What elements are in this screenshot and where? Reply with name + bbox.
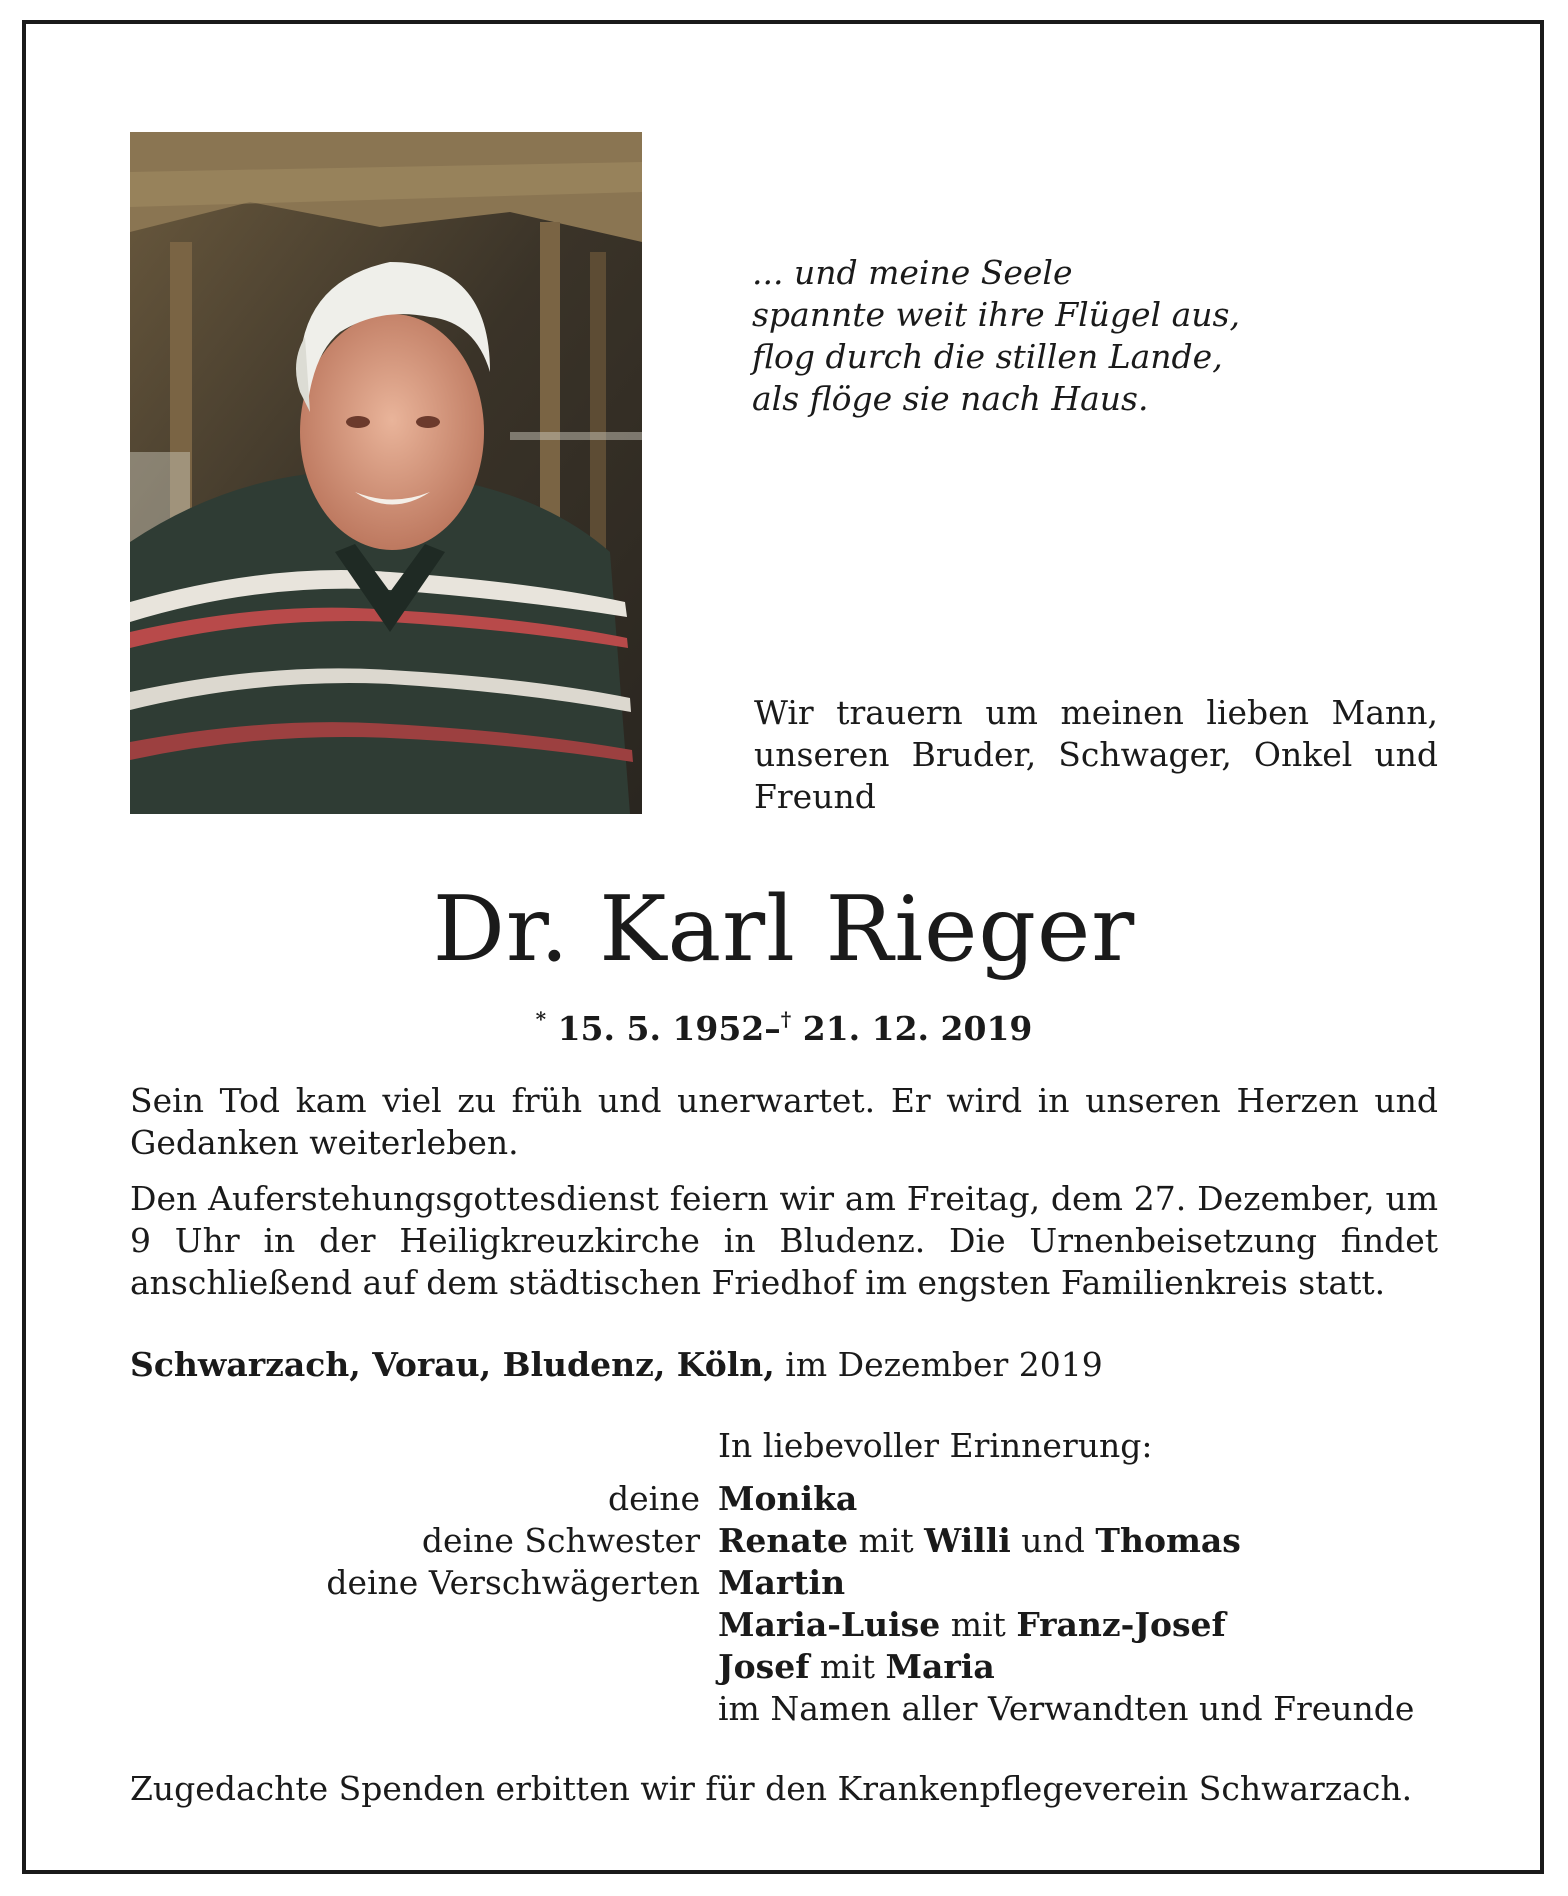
paragraph-service: Den Auferstehungsgottesdienst feiern wir am Freitag, dem 27. Dezember, um 9 Uhr in der Heiligkreuzkirche in Bludenz. Die Urnenbeisetzung findet anschließend auf dem städtischen Friedhof im engsten Familienkreis statt. [130,1179,1438,1302]
family-member-name: Willi [924,1521,1011,1560]
family-row [0,1478,1568,1520]
mourning-intro: Wir trauern um meinen lieben Mann, unseren Bruder, Schwager, Onkel und Freund [754,693,1438,816]
family-connector: mit [940,1605,1017,1644]
family-relation: deine Verschwägerten [326,1563,700,1602]
portrait-photo [130,132,642,814]
family-relation: deine [608,1479,700,1518]
family-connector: und [1010,1521,1096,1560]
family-row [0,1562,1568,1604]
place-date: im Dezember 2019 [774,1345,1103,1384]
family-names [718,1688,1414,1730]
death-symbol: † [780,1007,792,1031]
family-names [718,1520,1241,1562]
family-member-name: Franz-Josef [1016,1605,1226,1644]
portrait-photo-image [130,132,642,814]
family-member-name: Josef [718,1647,810,1686]
family-member-name: Thomas [1095,1521,1241,1560]
family-row [0,1646,1568,1688]
family-names [718,1604,1226,1646]
family-row [0,1604,1568,1646]
poem-line: flog durch die stillen Lande, [752,337,1223,376]
family-connector: mit [848,1521,925,1560]
poem-quote [752,252,1312,420]
family-list [0,1478,1568,1730]
family-names [718,1478,857,1520]
place-towns: Schwarzach, Vorau, Bludenz, Köln, [130,1345,775,1384]
poem-line: als flöge sie nach Haus. [752,379,1149,418]
memory-heading: In liebevoller Erinnerung: [718,1426,1153,1465]
poem-line: ... und meine Seele [752,253,1073,292]
family-member-name: Renate [718,1521,849,1560]
place-and-date [130,1344,1103,1386]
date-separator: – [764,1009,781,1048]
birth-date: 15. 5. 1952 [557,1009,765,1048]
family-connector: im Namen aller Verwandten und Freunde [718,1689,1415,1728]
family-relation: deine Schwester [421,1521,700,1560]
death-date: 21. 12. 2019 [802,1009,1033,1048]
family-row [0,1520,1568,1562]
family-names [718,1646,995,1688]
family-member-name: Monika [718,1479,858,1518]
poem-line: spannte weit ihre Flügel aus, [752,295,1240,334]
family-member-name: Martin [718,1563,846,1602]
family-connector: mit [809,1647,886,1686]
birth-symbol: * [535,1007,547,1031]
life-dates [0,998,1568,1050]
family-names [718,1562,845,1604]
deceased-name: Dr. Karl Rieger [432,877,1136,982]
family-member-name: Maria [885,1647,995,1686]
donation-note: Zugedachte Spenden erbitten wir für den Krankenpflegeverein Schwarzach. [130,1769,1413,1808]
paragraph-grief: Sein Tod kam viel zu früh und unerwartet. Er wird in unseren Herzen und Gedanken weiterleben. [130,1081,1438,1162]
family-member-name: Maria-Luise [718,1605,941,1644]
family-row [0,1688,1568,1730]
